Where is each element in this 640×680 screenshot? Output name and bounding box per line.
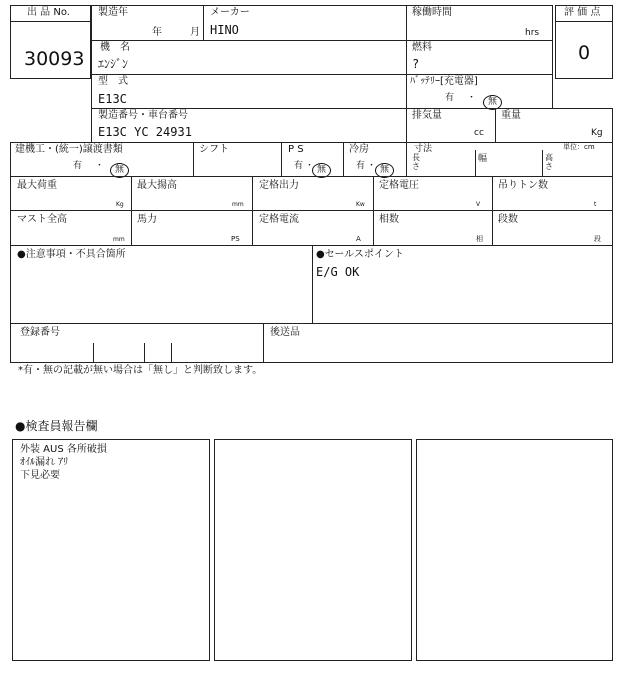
rating-value: 0 xyxy=(578,42,591,64)
phases-unit: 相 xyxy=(476,235,483,243)
stages-label: 段数 xyxy=(498,214,518,225)
registration-tick-2 xyxy=(144,343,145,363)
dimensions-unit-note: 単位：cm xyxy=(563,143,595,151)
aircon-label: 冷房 xyxy=(349,144,369,155)
rated-current-label: 定格電流 xyxy=(259,214,299,225)
dimensions-width: 幅 xyxy=(478,154,488,164)
year-unit: 年 xyxy=(152,27,162,38)
aircon-sep: ・ xyxy=(367,161,377,171)
weight-label: 重量 xyxy=(501,110,521,121)
battery-label: ﾊﾞｯﾃﾘｰ[充電器] xyxy=(410,76,478,87)
maker-label: メーカー xyxy=(210,7,250,18)
aircon-yes: 有 xyxy=(356,161,366,171)
max-lift-unit: mm xyxy=(232,201,244,208)
model-name-value: ｴﾝｼﾞﾝ xyxy=(98,57,129,71)
mast-height-label: マスト全高 xyxy=(17,214,67,225)
transfer-doc-sep: ・ xyxy=(95,161,105,171)
battery-sep: ・ xyxy=(467,93,477,103)
hoist-tons-unit: t xyxy=(594,201,597,208)
dimensions-divider-2 xyxy=(542,150,543,177)
hoist-tons-label: 吊りトン数 xyxy=(498,180,548,191)
rated-output-unit: Kw xyxy=(356,201,365,208)
footnote: *有・無の記載が無い場合は「無し」と判断致します。 xyxy=(18,365,263,376)
mast-height-unit: mm xyxy=(113,236,125,243)
inspector-box-2 xyxy=(214,439,412,661)
post-shipping-label: 後送品 xyxy=(270,327,300,338)
month-unit: 月 xyxy=(190,27,200,38)
type-value: E13C xyxy=(98,92,127,106)
fuel-label: 燃料 xyxy=(412,42,432,53)
inspector-box-1-line-3: 下見必要 xyxy=(20,470,60,481)
serial-value: E13C YC 24931 xyxy=(98,125,192,139)
sales-point-label: ●セールスポイント xyxy=(316,249,404,260)
type-label: 型 式 xyxy=(98,76,128,87)
rated-current-unit: A xyxy=(356,235,361,243)
maker-value: HINO xyxy=(210,23,239,37)
inspector-box-1-line-2: ｵｲﾙ漏れ ｱﾘ xyxy=(20,457,69,468)
transfer-doc-yes: 有 xyxy=(73,161,83,171)
registration-label: 登録番号 xyxy=(20,327,60,338)
horsepower-unit: PS xyxy=(231,235,240,243)
rated-voltage-label: 定格電圧 xyxy=(379,180,419,191)
dimensions-length: 長 さ xyxy=(412,153,420,171)
hours-label: 稼働時間 xyxy=(412,7,452,18)
inspector-box-3 xyxy=(416,439,613,661)
dimensions-height: 高 さ xyxy=(545,153,553,171)
lot-number-value: 30093 xyxy=(24,48,85,70)
registration-tick-3 xyxy=(171,343,172,363)
phases-label: 相数 xyxy=(379,214,399,225)
displacement-label: 排気量 xyxy=(412,110,442,121)
fuel-value: ? xyxy=(412,57,420,71)
registration-tick-1 xyxy=(93,343,94,363)
rated-voltage-unit: V xyxy=(476,201,481,208)
battery-no-circle: 無 xyxy=(483,95,502,110)
ps-yes: 有 xyxy=(294,161,304,171)
dimensions-label: 寸法 xyxy=(414,144,433,154)
max-lift-label: 最大揚高 xyxy=(137,180,177,191)
post-shipping-cell xyxy=(263,323,613,363)
ps-sep: ・ xyxy=(305,161,315,171)
shift-label: シフト xyxy=(199,144,229,155)
dimensions-divider-1 xyxy=(475,150,476,177)
inspector-box-1-line-1: 外装 AUS 各所破損 xyxy=(20,444,107,455)
displacement-unit: cc xyxy=(474,128,484,138)
rating-label: 評 価 点 xyxy=(564,7,601,18)
type-cell xyxy=(91,74,407,109)
hours-unit: hrs xyxy=(525,28,540,38)
max-load-unit: Kg xyxy=(116,201,124,208)
transfer-doc-label: 建機工・(統一)譲渡書類 xyxy=(15,144,123,155)
model-name-cell xyxy=(91,40,407,75)
max-load-label: 最大荷重 xyxy=(17,180,57,191)
year-label: 製造年 xyxy=(98,7,128,18)
lot-number-label: 出 品 No. xyxy=(27,7,70,18)
weight-unit: Kg xyxy=(591,128,603,138)
aircon-no-circle: 無 xyxy=(375,163,394,178)
horsepower-label: 馬力 xyxy=(137,214,157,225)
battery-yes: 有 xyxy=(445,93,455,103)
rated-output-label: 定格出力 xyxy=(259,180,299,191)
serial-label: 製造番号・車台番号 xyxy=(98,110,188,121)
model-name-label: 機 名 xyxy=(100,42,130,53)
sales-point-value: E/G OK xyxy=(316,265,360,279)
ps-no-circle: 無 xyxy=(312,163,331,178)
inspector-title: ●検査員報告欄 xyxy=(15,419,98,433)
ps-label: P S xyxy=(288,144,304,155)
stages-unit: 段 xyxy=(594,235,601,243)
notes-label: ●注意事項・不具合箇所 xyxy=(17,249,126,260)
transfer-doc-no-circle: 無 xyxy=(110,163,129,178)
